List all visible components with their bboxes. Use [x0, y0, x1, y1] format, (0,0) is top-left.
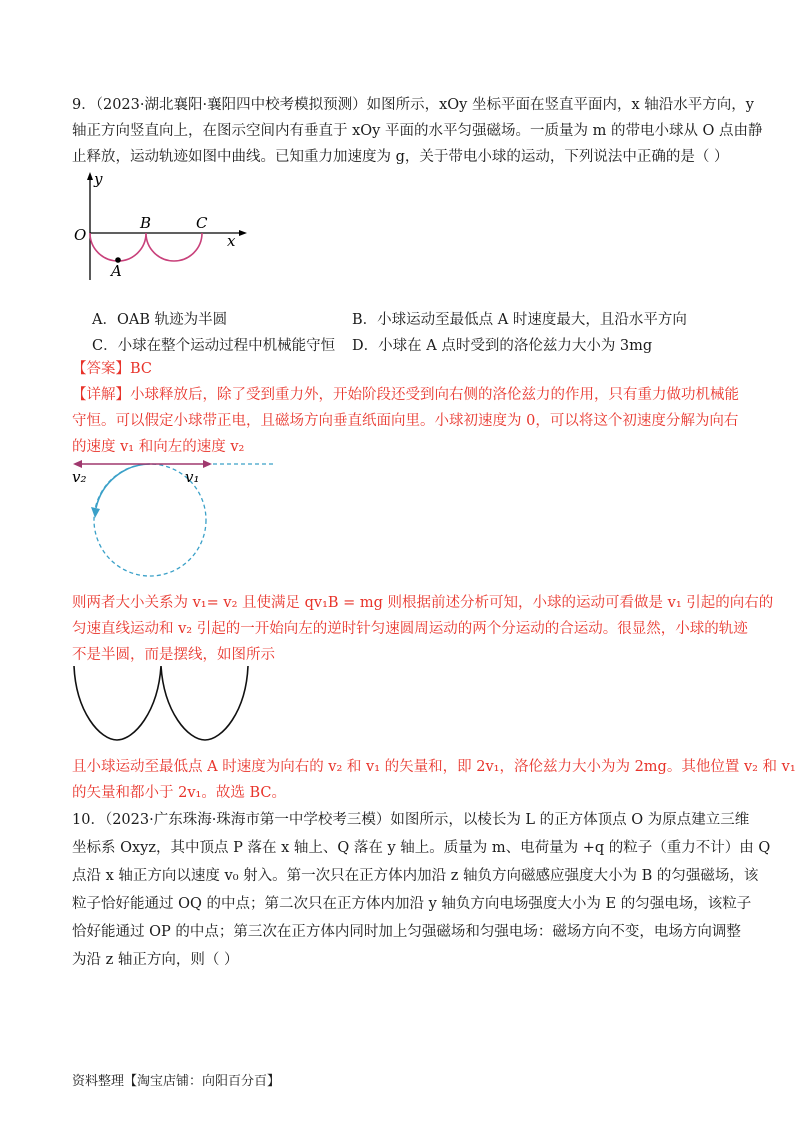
q10-stem: [72, 806, 771, 974]
q9-stem: [72, 92, 763, 170]
q10-line-3: 点沿 x 轴正方向以速度 v₀ 射入。第一次只在正方体内加沿 z 轴负方向磁感应强度大小为 B 的匀强磁场，该: [72, 868, 759, 884]
x-axis-arrow-icon: [239, 230, 247, 236]
label-b: B: [140, 214, 152, 232]
q10-line-6: 为沿 z 轴正方向，则（ ）: [72, 952, 239, 968]
trajectory-curve: [90, 233, 202, 261]
label-v1: v₁: [185, 468, 200, 486]
label-a: A: [111, 262, 122, 280]
detail2-line-2: 匀速直线运动和 v₂ 引起的一开始向左的逆时针匀速圆周运动的两个分运动的合运动。很显然，小球的轨迹: [72, 621, 748, 637]
detail-line-1: 【详解】小球释放后，除了受到重力外，开始阶段还受到向右侧的洛伦兹力的作用，只有重力做功机械能: [72, 387, 739, 403]
q10-line-4: 粒子恰好能通过 OQ 的中点；第二次只在正方体内加沿 y 轴负方向电场强度大小为 E 的匀强电场，该粒子: [72, 896, 752, 912]
q10-line-5: 恰好能通过 OP 的中点；第三次在正方体内同时加上匀强磁场和匀强电场：磁场方向不变，电场方向调整: [72, 924, 741, 940]
detail-line-2: 守恒。可以假定小球带正电，且磁场方向垂直纸面向里。小球初速度为 0，可以将这个初速度分解为向右: [72, 413, 739, 429]
y-axis-arrow-icon: [87, 172, 93, 180]
q9-trajectory-figure: [68, 170, 258, 285]
detail2-line-1: 则两者大小关系为 v₁= v₂ 且使满足 qv₁B = mg 则根据前述分析可知，小球的运动可看做是 v₁ 引起的向右的: [72, 595, 774, 611]
label-c: C: [196, 214, 208, 232]
circle-arrow-icon: [91, 507, 100, 518]
answer-line: 【答案】BC: [72, 361, 153, 377]
q10-line-2: 坐标系 Oxyz，其中顶点 P 落在 x 轴上、Q 落在 y 轴上。质量为 m、电荷量为 +q 的粒子（重力不计）由 Q: [72, 840, 771, 856]
option-d: D．小球在 A 点时受到的洛伦兹力大小为 3mg: [352, 338, 653, 354]
page-footer: 资料整理【淘宝店铺：向阳百分百】: [72, 1074, 281, 1089]
circle-solid-arc: [96, 464, 150, 508]
cycloid-figure: [70, 662, 260, 744]
label-o: O: [74, 226, 87, 244]
q9-line-3: 止释放，运动轨迹如图中曲线。已知重力加速度为 g，关于带电小球的运动，下列说法中正确的是（ ）: [72, 149, 729, 165]
label-y: y: [94, 170, 103, 188]
q9-detail-block-3: [72, 754, 796, 806]
label-x: x: [227, 232, 236, 250]
q10-line-1: 10．（2023·广东珠海·珠海市第一中学校考三模）如图所示，以棱长为 L 的正方体顶点 O 为原点建立三维: [72, 812, 750, 828]
velocity-circle-figure: [70, 458, 280, 586]
q9-answer-block: [72, 356, 739, 460]
option-a: A．OAB 轨迹为半圆: [92, 312, 228, 328]
q9-detail-block-2: [72, 590, 774, 668]
q9-line-1: 9．（2023·湖北襄阳·襄阳四中校考模拟预测）如图所示，xOy 坐标平面在竖直平面内，x 轴沿水平方向，y: [72, 97, 754, 113]
detail3-line-2: 的矢量和都小于 2v₁。故选 BC。: [72, 785, 286, 801]
detail3-line-1: 且小球运动至最低点 A 时速度为向右的 v₂ 和 v₁ 的矢量和，即 2v₁，洛伦兹力大小为为 2mg。其他位置 v₂ 和 v₁: [72, 759, 796, 775]
option-b: B．小球运动至最低点 A 时速度最大，且沿水平方向: [352, 312, 687, 328]
option-c: C．小球在整个运动过程中机械能守恒: [92, 338, 336, 354]
label-v2: v₂: [72, 468, 87, 486]
v1-arrow-icon: [203, 460, 212, 468]
q9-line-2: 轴正方向竖直向上，在图示空间内有垂直于 xOy 平面的水平匀强磁场。一质量为 m 的带电小球从 O 点由静: [72, 123, 763, 139]
detail2-line-3: 不是半圆，而是摆线，如图所示: [72, 647, 275, 663]
detail-line-3: 的速度 v₁ 和向左的速度 v₂: [72, 439, 245, 455]
v2-arrow-icon: [73, 460, 82, 468]
cycloid-curve: [74, 666, 248, 740]
